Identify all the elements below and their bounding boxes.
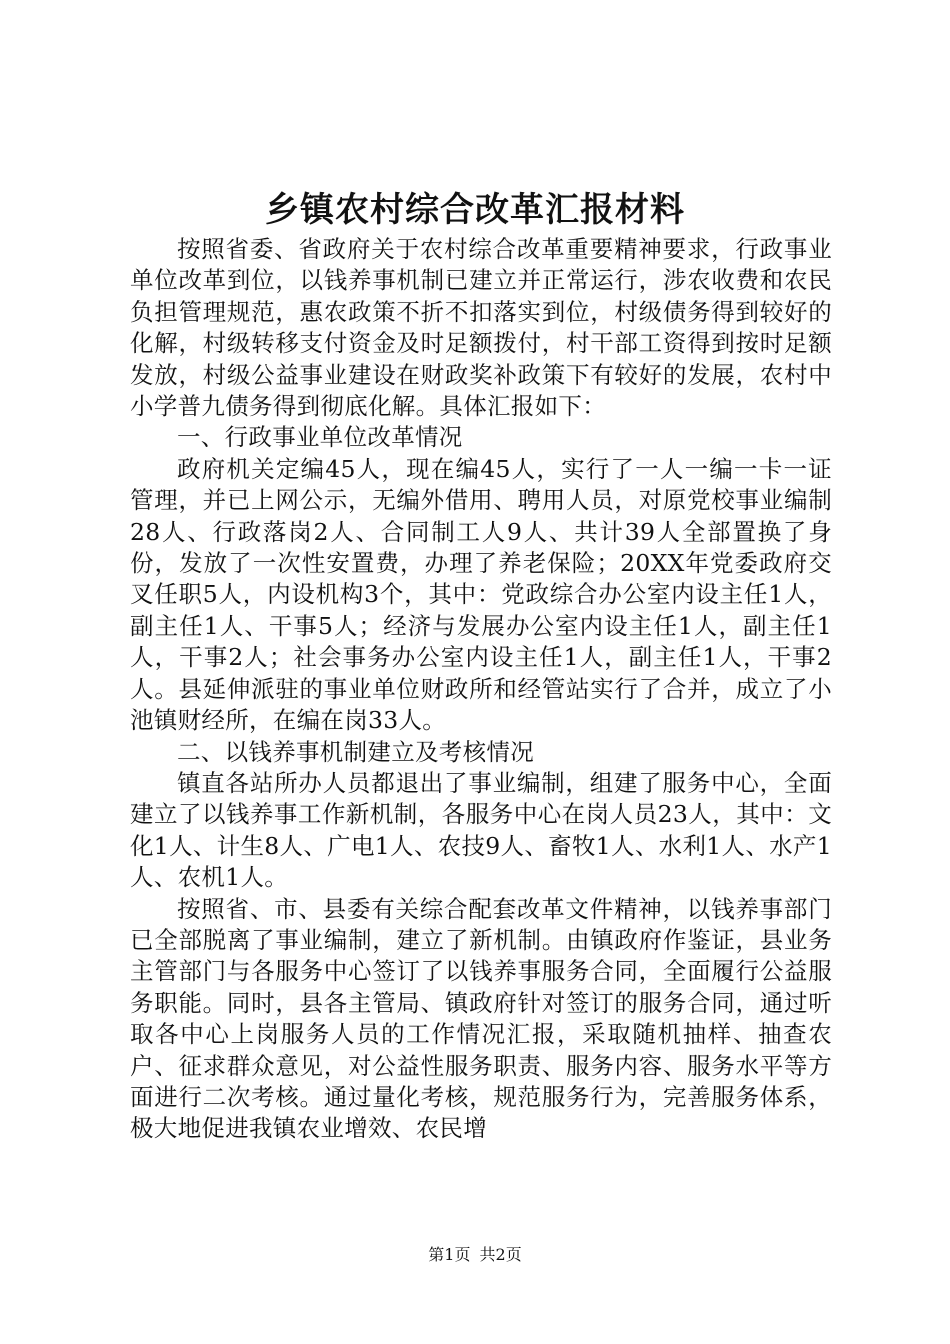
document-title: 乡镇农村综合改革汇报材料: [265, 190, 685, 230]
section-2-paragraph-2: 按照省、市、县委有关综合配套改革文件精神，以钱养事部门已全部脱离了事业编制，建立了新机制。由镇政府作鉴证，县业务主管部门与各服务中心签订了以钱养事服务合同，全面履行公益服务职能。同时，县各主管局、镇政府针对签订的服务合同，通过听取各中心上岗服务人员的工作情况汇报，采取随机抽样、抽查农户、征求群众意见，对公益性服务职责、服务内容、服务水平等方面进行二次考核。通过量化考核，规范服务行为，完善服务体系，极大地促进我镇农业增效、农民增: [130, 894, 832, 1143]
page-footer: [0, 1244, 950, 1266]
intro-paragraph: 按照省委、省政府关于农村综合改革重要精神要求，行政事业单位改革到位，以钱养事机制已建立并正常运行，涉农收费和农民负担管理规范，惠农政策不折不扣落实到位，村级债务得到较好的化解，村级转移支付资金及时足额拨付，村干部工资得到按时足额发放，村级公益事业建设在财政奖补政策下有较好的发展，农村中小学普九债务得到彻底化解。具体汇报如下：: [130, 235, 832, 421]
page-number: 第1页: [428, 1245, 471, 1264]
section-heading-1: 一、行政事业单位改革情况: [177, 423, 463, 452]
document-body: [130, 234, 832, 1145]
page-total: 共2页: [479, 1245, 522, 1264]
section-1-paragraph: 政府机关定编45人，现在编45人，实行了一人一编一卡一证管理，并已上网公示，无编外借用、聘用人员，对原党校事业编制28人、行政落岗2人、合同制工人9人、共计39人全部置换了身份，发放了一次性安置费，办理了养老保险；20XX年党委政府交叉任职5人，内设机构3个，其中：党政综合办公室内设主任1人，副主任1人、干事5人；经济与发展办公室内设主任1人，副主任1人，干事2人；社会事务办公室内设主任1人，副主任1人，干事2人。县延伸派驻的事业单位财政所和经管站实行了合并，成立了小池镇财经所，在编在岗33人。: [130, 454, 832, 735]
section-heading-2: 二、以钱养事机制建立及考核情况: [177, 737, 534, 766]
section-2-paragraph-1: 镇直各站所办人员都退出了事业编制，组建了服务中心，全面建立了以钱养事工作新机制，各服务中心在岗人员23人，其中：文化1人、计生8人、广电1人、农技9人、畜牧1人、水利1人、水产1人、农机1人。: [130, 768, 832, 892]
